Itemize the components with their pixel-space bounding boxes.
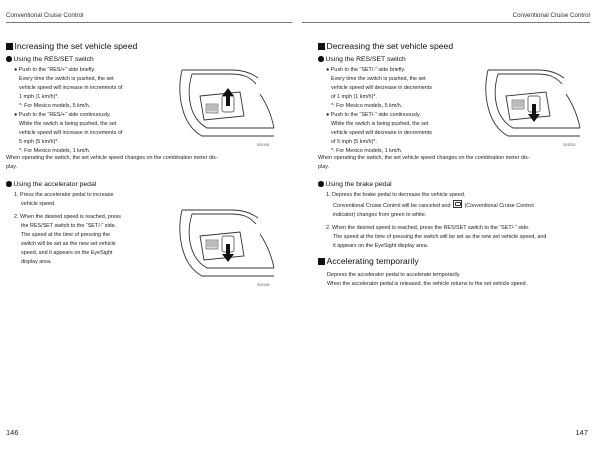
square-bullet-icon [6,43,13,50]
running-header: Conventional Cruise Control [6,12,84,19]
cruise-control-indicator-icon [453,200,462,208]
note-paragraph: When operating the switch, the set vehicle speed changes on the combination meter dis- play. [318,154,530,170]
figure-id: S03205 [563,143,576,147]
subheading: Using the RES/SET switch [6,56,94,63]
instruction-list: ● Push to the “RES/+” side briefly. Every time the switch is pushed, the set vehicle speed will increase in increments of 1 mph (1 km/h)*. *: For Mexico models, 5 km/h. ● Push to the “RES/+” side continuously. While the switch is being pushed, the set vehicle speed will increase in increments of 5 mph (5 km/h)*. *: For Mexico models, 1 km/h. [14,66,123,154]
square-bullet-icon [318,43,325,50]
steering-wheel-switch-illustration [172,206,277,278]
right-page [300,0,600,450]
section-heading: Decreasing the set vehicle speed [318,41,453,51]
figure-id: S03195 [257,143,270,147]
subheading: Using the RES/SET switch [318,56,406,63]
round-bullet-icon [6,56,12,62]
instruction-list: ● Push to the “SET/-” side briefly. Every time the switch is pushed, the set vehicle speed will decrease in decrements of 1 mph (1 km/h)*. *: For Mexico models, 5 km/h. ● Push to the “SET/-” side continuously. While the switch is being pushed, the set vehicle speed will decrease in decrements of 5 mph (5 km/h)*. *: For Mexico models, 1 km/h. [326,66,432,154]
page-number: 146 [6,428,19,437]
subheading: Using the accelerator pedal [6,181,96,188]
note-paragraph: When operating the switch, the set vehicle speed changes on the combination meter dis- play. [6,154,218,170]
body-paragraph: Depress the accelerator pedal to accelerate temporarily. When the accelerator pedal is released, the vehicle returns to the set vehicle speed. [327,272,528,287]
round-bullet-icon [318,181,324,187]
step-list: 1. Depress the brake pedal to decrease the vehicle speed. Conventional Cruise Control will be canceled and (Conventional Cruise Control indicator) changes from green to white. 2. When the desired speed is reached, press the RES/SET switch to the “SET/-” side. The speed at the time of pressing the switch will be set as the new set vehicle speed, and it appears on the EyeSight display area. [326,191,547,249]
round-bullet-icon [6,181,12,187]
steering-wheel-switch-illustration [172,66,277,138]
steering-wheel-switch-illustration [478,66,583,138]
header-rule [6,22,292,23]
section-heading: Accelerating temporarily [318,256,419,266]
page-number: 147 [575,428,588,437]
running-header: Conventional Cruise Control [512,12,590,19]
round-bullet-icon [318,56,324,62]
subheading: Using the brake pedal [318,181,392,188]
step-list: 1. Press the accelerator pedal to increase vehicle speed. 2. When the desired speed is reached, press the RES/SET switch to the “SET/-” side. The speed at the time of pressing the switch will be set as the new set vehicle speed, and it appears on the EyeSight display area. [14,191,121,265]
section-heading: Increasing the set vehicle speed [6,41,137,51]
square-bullet-icon [318,258,325,265]
header-rule [302,22,590,23]
figure-id: S03196 [257,283,270,287]
